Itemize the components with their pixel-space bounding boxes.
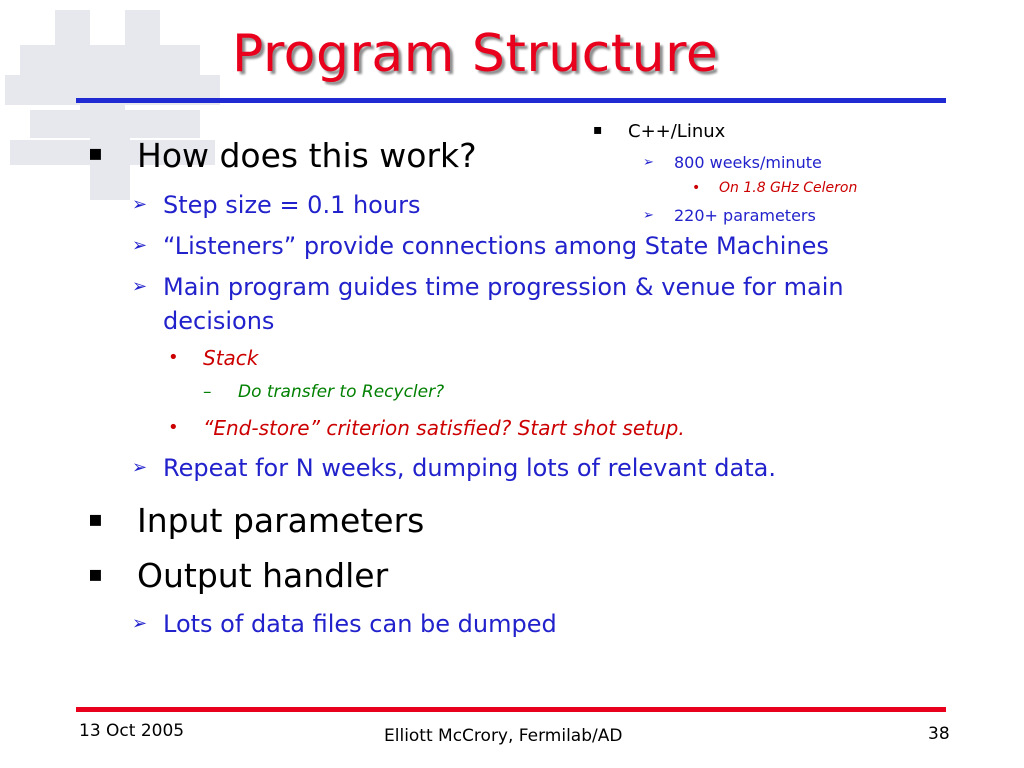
square-bullet-icon: ▪ <box>88 562 103 587</box>
dot-bullet-icon: • <box>168 417 179 438</box>
square-bullet-icon: ▪ <box>88 507 103 532</box>
bullet-listeners: “Listeners” provide connections among State Machines <box>163 232 829 260</box>
dot-bullet-icon: • <box>692 180 701 196</box>
footer-page-number: 38 <box>928 724 950 744</box>
bullet-output-handler: Output handler <box>137 556 389 595</box>
slide-title: Program Structure <box>232 24 719 84</box>
bullet-stack: Stack <box>203 346 259 370</box>
square-bullet-icon: ▪ <box>88 141 103 166</box>
footer-author: Elliott McCrory, Fermilab/AD <box>384 726 623 746</box>
dash-bullet-icon: – <box>203 382 212 402</box>
bullet-how-does-this-work: How does this work? <box>137 136 477 175</box>
bullet-main-program-line1: Main program guides time progression & venue for main <box>163 273 844 301</box>
bullet-repeat: Repeat for N weeks, dumping lots of relevant data. <box>163 454 776 482</box>
bullet-step-size: Step size = 0.1 hours <box>163 191 421 219</box>
side-bullet-parameters: 220+ parameters <box>674 206 816 225</box>
arrow-bullet-icon: ➢ <box>132 235 148 256</box>
dot-bullet-icon: • <box>168 347 179 368</box>
arrow-bullet-icon: ➢ <box>643 208 654 223</box>
arrow-bullet-icon: ➢ <box>132 194 148 215</box>
bullet-input-parameters: Input parameters <box>137 501 425 540</box>
footer-divider <box>76 707 946 712</box>
arrow-bullet-icon: ➢ <box>643 155 654 170</box>
bullet-lots-of-data: Lots of data files can be dumped <box>163 610 557 638</box>
title-divider <box>76 98 946 103</box>
bullet-do-transfer: Do transfer to Recycler? <box>238 382 445 402</box>
bullet-main-program-line2: decisions <box>163 307 275 335</box>
side-bullet-cpp-linux: C++/Linux <box>628 121 726 142</box>
arrow-bullet-icon: ➢ <box>132 276 148 297</box>
bullet-end-store: “End-store” criterion satisfied? Start shot setup. <box>203 416 685 440</box>
side-bullet-weeks-per-minute: 800 weeks/minute <box>674 153 822 172</box>
side-bullet-celeron: On 1.8 GHz Celeron <box>719 180 858 196</box>
square-bullet-icon: ▪ <box>593 122 603 138</box>
arrow-bullet-icon: ➢ <box>132 613 148 634</box>
arrow-bullet-icon: ➢ <box>132 457 148 478</box>
footer-date: 13 Oct 2005 <box>79 721 185 741</box>
